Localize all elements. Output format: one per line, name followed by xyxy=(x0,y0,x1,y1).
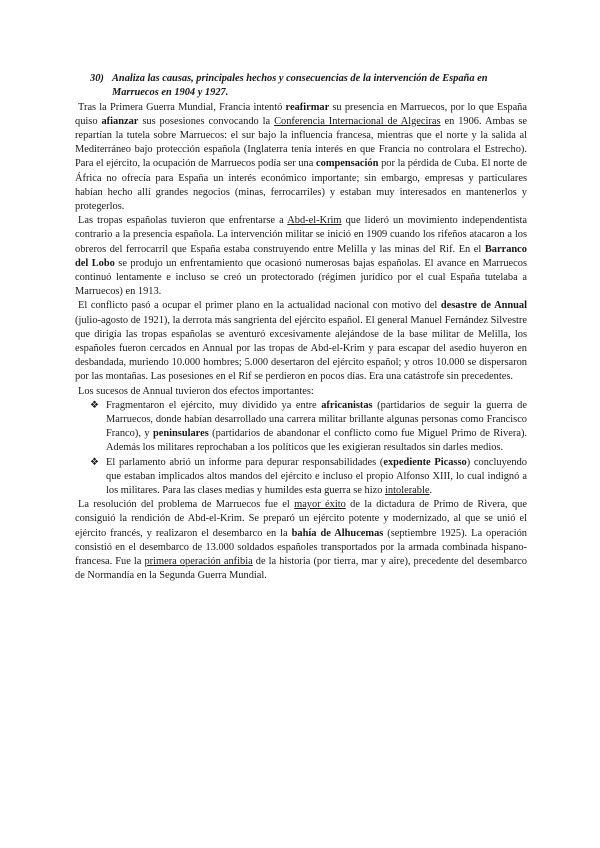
text-run: (partidarios de seguir la guerra de Marruecos, donde habían desarrollado una carrera militar brillante algunas personas como Francisco Franco), y xyxy=(106,399,527,440)
bullet-item xyxy=(90,456,527,499)
text-run: ) concluyendo que estaban implicados altos mandos del ejército e incluso el propio Alfonso XIII, lo cual indignó a los militares. Para las clases medias y humildes esta guerra se hizo xyxy=(106,456,527,497)
bold-term: compensación xyxy=(316,158,379,170)
text-run: (julio-agosto de 1921), la derrota más sangrienta del ejército español. El general Manuel Fernández Silvestre que dirigía las tropas españolas se aventuró excesivamente alejándose de la base militar de Melilla, los españoles fueron cercados en Annual por las tropas de Abd-el-Krim y para escapar del asedio huyeron en desbandada, muriendo 10.000 hombres; 5.000 desertaron del ejército español; y otros 10.000 se dispersaron por las montañas. Las posesiones en el Rif se perdieron en pocos días. Era una catástrofe sin precedentes. xyxy=(75,314,527,383)
paragraph-4: Los sucesos de Annual tuvieron dos efectos importantes: xyxy=(78,385,314,397)
text-run: sus posesiones convocando la xyxy=(138,115,275,127)
text-run: El conflicto pasó a ocupar el primer plano en la actualidad nacional con motivo del xyxy=(78,300,441,312)
document-page xyxy=(75,72,527,584)
bold-term: expediente Picasso xyxy=(383,456,467,468)
text-run: en 1906. Ambas se repartían la tutela sobre Marruecos: el sur bajo la influencia francesa, mientras que el norte y la salida al Mediterráneo bajo protección española (Inglaterra tenía interés en que Francia no controlara el Estrecho). Para el ejército, la ocupación de Marruecos podía ser una xyxy=(75,115,527,170)
paragraph-5 xyxy=(75,498,527,583)
text-run: . xyxy=(429,485,433,497)
text-run: Las tropas españolas tuvieron que enfrentarse a xyxy=(78,215,288,227)
text-run: por la pérdida de Cuba. El norte de África no ofrecía para España un interés económico importante; sin embargo, empresas y particulares habían hecho allí grandes negocios (minas, ferrocarriles) y estaban muy interesados en mantenerlos y protegerlos. xyxy=(75,158,527,213)
text-run: La resolución del problema de Marruecos fue el xyxy=(78,499,295,511)
bullet-item xyxy=(90,399,527,456)
bold-term: afianzar xyxy=(101,115,139,127)
bold-term: reafirmar xyxy=(285,101,330,113)
text-run: que lideró un movimiento independentista contrario a la presencia española. La intervención militar se inició en 1909 cuando los rifeños atacaron a los obreros del ferrocarril que España estaba construyendo entre Melilla y las minas del Rif. En el xyxy=(75,215,528,255)
underlined-term: primera operación anfibia xyxy=(144,556,253,568)
underlined-term: Conferencia Internacional de Algeciras xyxy=(274,115,441,127)
bold-term: africanistas xyxy=(321,399,373,411)
underlined-term: intolerable xyxy=(385,485,430,497)
underlined-term: mayor éxito xyxy=(294,499,346,511)
text-run: su presencia en Marruecos, por lo que España quiso xyxy=(75,101,527,127)
text-run: El parlamento abrió un informe para depurar responsabilidades ( xyxy=(106,456,384,468)
paragraph-3 xyxy=(75,299,527,384)
text-run: (septiembre 1925). La operación consistió en el desembarco de 13.000 soldados españoles transportados por la armada combinada hispano-francesa. Fue la xyxy=(75,527,527,568)
text-run: se produjo un enfrentamiento que ocasionó numerosas bajas españolas. El avance en Marruecos continuó lentamente e incluso se creó un protectorado (régimen jurídico por el cual España tutelaba a Marruecos) en 1913. xyxy=(75,257,528,298)
text-run: de la dictadura de Primo de Rivera, que consiguió la rendición de Abd-el-Krim. Se preparó un ejército potente y modernizado, al que se unió el ejército francés, y realizaron el desembarco en la xyxy=(75,499,527,539)
question-number: 30) xyxy=(90,73,104,84)
paragraph-2 xyxy=(75,214,527,299)
diamond-bullet-icon: ❖ xyxy=(90,399,99,411)
text-run: de la historia (por tierra, mar y aire), precedente del desembarco de Normandía en la Segunda Guerra Mundial. xyxy=(75,556,527,582)
question-title xyxy=(75,72,527,100)
bold-term: bahía de Alhucemas xyxy=(291,527,384,539)
text-run: Tras la Primera Guerra Mundial, Francia intentó xyxy=(78,101,286,113)
question-title-line2: Marruecos en 1904 y 1927. xyxy=(112,86,229,98)
diamond-bullet-icon: ❖ xyxy=(90,456,99,468)
paragraph-1 xyxy=(75,101,527,215)
question-title-line1: Analiza las causas, principales hechos y consecuencias de la intervención de España en xyxy=(112,73,488,84)
text-run: (partidarios de abandonar el conflicto como fue Miguel Primo de Rivera). Además los militares reprochaban a los políticos que les exigieran resultados sin darles medios. xyxy=(106,428,527,454)
text-run: Fragmentaron el ejército, muy dividido ya entre xyxy=(106,399,322,411)
bullet-list xyxy=(75,399,527,498)
bold-term: desastre de Annual xyxy=(440,300,528,312)
bold-term: Barranco del Lobo xyxy=(75,243,527,269)
underlined-term: Abd-el-Krim xyxy=(287,215,342,227)
bold-term: peninsulares xyxy=(152,428,209,440)
